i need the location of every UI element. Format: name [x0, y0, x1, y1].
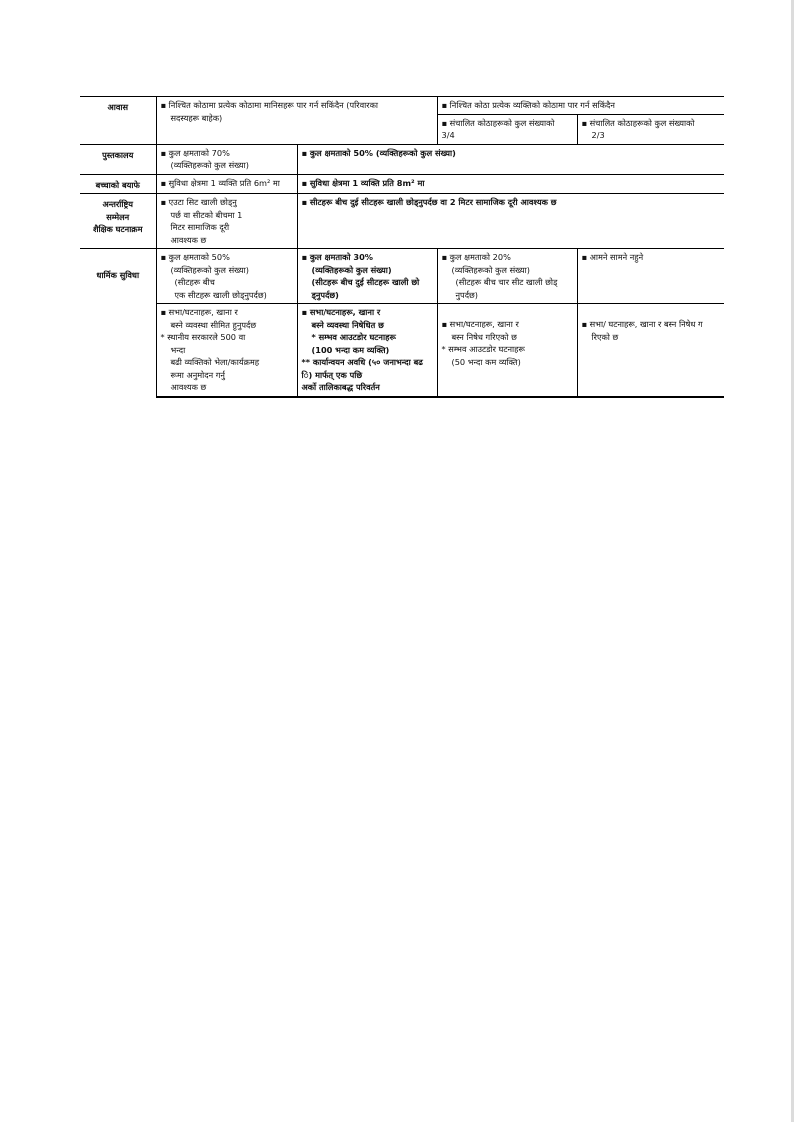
cell-text: (व्यक्तिहरूको कुल संख्या): [170, 264, 249, 275]
cell-text: ▪ निश्चित कोठा प्रत्येक व्यक्तिको कोठामा पार गर्न सकिंदैन: [441, 100, 615, 110]
row-library: [80, 144, 724, 174]
cell-text: रिएको छ: [591, 331, 619, 342]
kids-cafe-6m-cell: [156, 174, 297, 194]
row-label: आवास: [107, 102, 129, 112]
cell-text: भन्दा: [170, 344, 186, 355]
guidelines-table: [80, 96, 724, 398]
religious-30-cell: [297, 249, 437, 304]
religious-events-outdoor-50-cell: [437, 304, 577, 397]
cell-text: (व्यक्तिहरूको कुल संख्या): [311, 264, 392, 275]
cell-text: ड्नुपर्दछ): [311, 289, 339, 300]
cell-text: ** कार्यान्वयन अवधि (५० जनाभन्दा बढ: [301, 357, 423, 367]
cell-text: नुपर्दछ): [455, 289, 478, 300]
cell-text: रूमा अनुमोदन गर्नु: [170, 369, 225, 380]
cell-text: आवश्यक छ: [170, 234, 207, 245]
religious-20-cell: [437, 249, 577, 304]
religious-no-face-to-face-cell: [577, 249, 724, 304]
cell-text: 3/4: [441, 130, 455, 140]
row-religious: [80, 249, 724, 304]
library-50-cell: [297, 144, 724, 174]
cell-text: 2/3: [591, 130, 605, 140]
housing-individual-room-cell: [437, 97, 724, 115]
cell-text: (व्यक्तिहरूको कुल संख्या): [170, 160, 249, 170]
kids-cafe-8m-cell: [297, 174, 724, 194]
cell-text: ि) मार्फत् एक पछि: [301, 369, 363, 380]
housing-operated-rooms-3-4: [437, 114, 577, 144]
cell-text: (50 भन्दा कम व्यक्ति): [451, 356, 521, 367]
cell-text: ▪ सभा/घटनाहरू, खाना र: [301, 307, 381, 317]
library-70-cell: [156, 144, 297, 174]
cell-text: ▪ सीटहरू बीच दुई सीटहरू खाली छोड्नुपर्दछ वा 2 मिटर सामाजिक दूरी आवश्यक छ: [301, 197, 557, 207]
cell-text: ▪ संचालित कोठाहरूको कुल संख्याको: [441, 117, 555, 128]
cell-text: (सीटहरू बीच दुई सीटहरू खाली छो: [311, 277, 420, 287]
housing-operated-rooms-2-3: [577, 114, 724, 144]
cell-text: ▪ कुल क्षमताको 50%: [160, 252, 230, 262]
row-housing: [80, 97, 724, 115]
row-label: धार्मिक सुविधा: [96, 270, 140, 280]
religious-events-banned-cell: [577, 304, 724, 397]
cell-text: * सम्भव आउटडोर घटनाहरू: [441, 344, 525, 354]
row-label: अन्तर्राष्ट्रिय: [102, 199, 134, 209]
cell-text: बस्ने व्यवस्था निषेधित छ: [311, 319, 384, 330]
cell-text: ▪ सभा/ घटनाहरू, खाना र बस्न निषेध ग: [581, 319, 703, 329]
religious-50-cell: [156, 249, 297, 304]
cell-text: ▪ सभा/घटनाहरू, खाना र: [160, 307, 238, 317]
cell-text: (सीटहरू बीच चार सीट खाली छोड्: [455, 277, 558, 287]
row-conference: [80, 194, 724, 249]
row-label: सम्मेलन: [106, 211, 130, 222]
cell-text: सदस्यहरू बाहेक): [170, 112, 223, 123]
conference-one-seat-cell: [156, 194, 297, 249]
cell-text: * स्थानीय सरकारले 500 वा: [160, 332, 246, 342]
housing-general-cell: [156, 97, 437, 145]
cell-text: (100 भन्दा कम व्यक्ति): [311, 344, 390, 355]
cell-text: ▪ सुविधा क्षेत्रमा 1 व्यक्ति प्रति 6m² मा: [160, 177, 280, 188]
row-label-housing: [80, 97, 156, 145]
cell-text: आवश्यक छ: [170, 382, 207, 392]
cell-text: ▪ संचालित कोठाहरूको कुल संख्याको: [581, 117, 695, 128]
cell-text: ▪ कुल क्षमताको 30%: [301, 252, 373, 262]
row-label-conference: [80, 194, 156, 249]
cell-text: मिटर सामाजिक दूरी: [170, 222, 230, 232]
cell-text: पर्छ वा सीटको बीचमा 1: [170, 209, 243, 220]
row-label-library: [80, 144, 156, 174]
conference-two-seat-cell: [297, 194, 724, 249]
cell-text: ▪ निश्चित कोठामा प्रत्येक कोठामा मानिसहरू पार गर्न सकिंदैन (परिवारका: [160, 100, 379, 110]
cell-text: ▪ कुल क्षमताको 50% (व्यक्तिहरूको कुल संख्या): [301, 147, 456, 158]
religious-events-prohibited-cell: [297, 304, 437, 397]
cell-text: (सीटहरू बीच: [174, 277, 215, 287]
cell-text: ▪ आमने सामने नहुने: [581, 252, 644, 262]
row-label: बच्चाको बयाफे: [95, 179, 140, 190]
row-label-kids-cafe: [80, 174, 156, 194]
cell-text: ▪ कुल क्षमताको 70%: [160, 147, 230, 158]
cell-text: * सम्भव आउटडोर घटनाहरू: [311, 332, 396, 342]
cell-text: ▪ सुविधा क्षेत्रमा 1 व्यक्ति प्रति 8m² मा: [301, 177, 425, 188]
cell-text: अर्को तालिकाबद्ध परिवर्तन: [301, 382, 380, 392]
cell-text: (व्यक्तिहरूको कुल संख्या): [451, 264, 530, 275]
religious-events-limited-cell: [156, 304, 297, 397]
row-kids-cafe: [80, 174, 724, 194]
row-label-religious: [80, 249, 156, 397]
row-religious-events: [80, 304, 724, 397]
row-label: शैक्षिक घटनाक्रम: [92, 224, 143, 234]
cell-text: बढी व्यक्तिको भेला/कार्यक्रमह: [170, 357, 260, 367]
cell-text: बस्ने व्यवस्था सीमित हुनुपर्दछ: [170, 319, 257, 330]
cell-text: ▪ सभा/घटनाहरू, खाना र: [441, 319, 519, 329]
row-label: पुस्तकालय: [102, 149, 134, 160]
cell-text: एक सीटहरू खाली छोड्नुपर्दछ): [174, 289, 267, 300]
cell-text: ▪ कुल क्षमताको 20%: [441, 252, 511, 262]
cell-text: बस्न निषेध गरिएको छ: [451, 331, 517, 342]
cell-text: ▪ एउटा सिट खाली छोड्नु: [160, 197, 237, 207]
